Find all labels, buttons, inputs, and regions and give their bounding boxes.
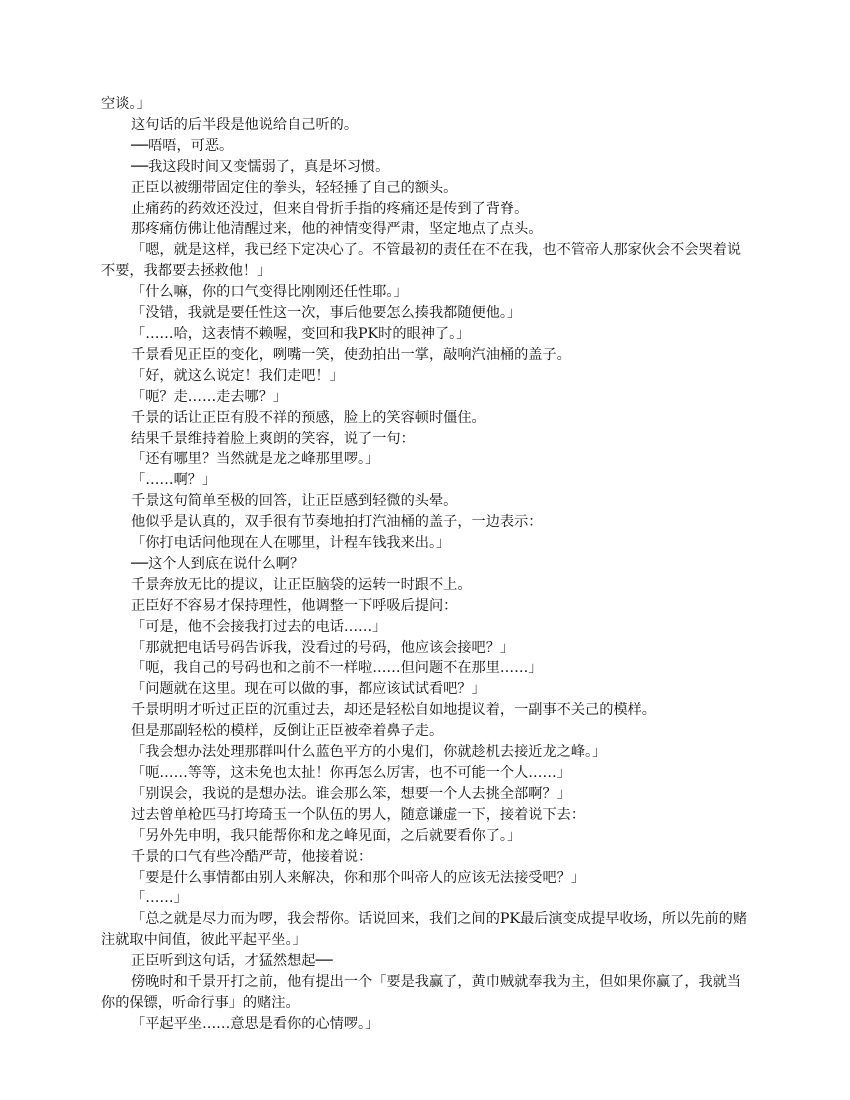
paragraph: 「……啊？」	[131, 472, 217, 489]
paragraph: 「可是，他不会接我打过去的电话……」	[131, 618, 387, 635]
paragraph: 「总之就是尽力而为啰，我会帮你。话说回来，我们之间的PK最后演变成提早收场，所以先前的赌注就取中间值，彼此平起平坐。」	[101, 911, 748, 949]
paragraph: ──这个人到底在说什么啊？	[131, 555, 305, 572]
paragraph: 「好，就这么说定！我们走吧！」	[131, 367, 344, 384]
paragraph: ──唔唔，可恶。	[131, 137, 234, 154]
paragraph: 「呃，我自己的号码也和之前不一样啦……但问题不在那里……」	[131, 660, 543, 677]
paragraph: 结果千景维持着脸上爽朗的笑容，说了一句：	[131, 430, 415, 447]
paragraph: 但是那副轻松的模样，反倒让正臣被牵着鼻子走。	[131, 723, 444, 740]
paragraph: 「呃？走……走去哪？」	[131, 388, 288, 405]
paragraph: 千景这句简单至极的回答，让正臣感到轻微的头晕。	[131, 493, 458, 510]
paragraph: 「……」	[131, 890, 188, 907]
paragraph: 正臣以被绷带固定住的拳头，轻轻捶了自己的额头。	[131, 179, 458, 196]
paragraph: 「什么嘛，你的口气变得比刚刚还任性耶。」	[131, 284, 408, 301]
paragraph: 「没错，我就是要任性这一次，事后他要怎么揍我都随便他。」	[131, 305, 522, 322]
paragraph: 「呃……等等，这未免也太扯！你再怎么厉害，也不可能一个人……」	[131, 765, 571, 781]
paragraph: 正臣听到这句话，才猛然想起──	[131, 953, 333, 970]
paragraph: 「……哈，这表情不赖喔，变回和我PK时的眼神了。」	[131, 325, 471, 342]
paragraph: 「要是什么事情都由别人来解决，你和那个叫帝人的应该无法接受吧？」	[131, 869, 586, 886]
paragraph: 千景奔放无比的提议，让正臣脑袋的运转一时跟不上。	[131, 576, 472, 593]
paragraph: 止痛药的药效还没过，但来自骨折手指的疼痛还是传到了背脊。	[131, 200, 529, 217]
paragraph: 正臣好不容易才保持理性，他调整一下呼吸后提问：	[131, 597, 458, 614]
paragraph: 「另外先申明，我只能帮你和龙之峰见面，之后就要看你了。」	[131, 827, 522, 844]
paragraph: 空谈。」	[101, 96, 151, 112]
paragraph: 千景看见正臣的变化，咧嘴一笑，使劲拍出一掌，敲响汽油桶的盖子。	[131, 346, 571, 363]
paragraph: 千景明明才听过正臣的沉重过去，却还是轻松自如地提议着，一副事不关己的模样。	[131, 702, 656, 719]
paragraph: 「别误会，我说的是想办法。谁会那么笨，想要一个人去挑全部啊？」	[131, 785, 571, 802]
paragraph: 「你打电话问他现在人在哪里，计程车钱我来出。」	[131, 535, 451, 552]
paragraph: 「那就把电话号码告诉我，没看过的号码，他应该会接吧？」	[131, 639, 515, 656]
paragraph: 「嗯，就是这样，我已经下定决心了。不管最初的责任在不在我，也不管帝人那家伙会不会哭着说不要，我都要去拯救他！」	[101, 242, 742, 280]
paragraph: 「我会想办法处理那群叫什么蓝色平方的小鬼们，你就趁机去接近龙之峰。」	[131, 744, 607, 761]
paragraph: 「平起平坐……意思是看你的心情啰。」	[131, 1015, 380, 1032]
paragraph: 他似乎是认真的，双手很有节奏地拍打汽油桶的盖子，一边表示：	[131, 514, 543, 531]
paragraph: 千景的口气有些冷酷严苛，他接着说：	[131, 848, 373, 865]
paragraph: ──我这段时间又变懦弱了，真是坏习惯。	[131, 158, 390, 175]
paragraph: 那疼痛仿佛让他清醒过来，他的神情变得严肃，坚定地点了点头。	[131, 221, 543, 238]
document-page	[101, 94, 751, 1035]
paragraph: 「还有哪里？当然就是龙之峰那里啰。」	[131, 451, 380, 468]
paragraph: 千景的话让正臣有股不祥的预感，脸上的笑容顿时僵住。	[131, 409, 486, 426]
paragraph: 傍晚时和千景开打之前，他有提出一个「要是我赢了，黄巾贼就奉我为主，但如果你赢了，我就当你的保镖，听命行事」的赌注。	[101, 974, 742, 1011]
paragraph: 「问题就在这里。现在可以做的事，都应该试试看吧？」	[131, 681, 486, 698]
paragraph: 过去曾单枪匹马打垮琦玉一个队伍的男人，随意谦虚一下，接着说下去：	[131, 806, 586, 823]
paragraph: 这句话的后半段是他说给自己听的。	[131, 116, 359, 133]
